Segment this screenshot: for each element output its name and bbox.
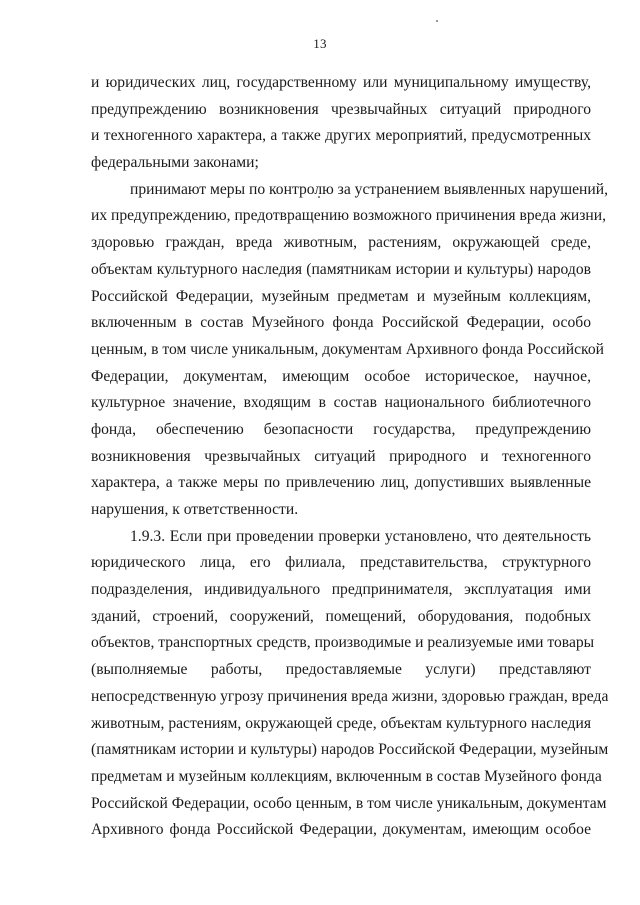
text-line: ценным, в том числе уникальным, документам Архивного фонда Российской <box>91 340 604 358</box>
text-line: их предупреждению, предотвращению возможного причинения вреда жизни, <box>91 207 606 225</box>
text-line: объектам культурного наследия (памятникам истории и культуры) народов <box>91 260 591 278</box>
text-line: (памятникам истории и культуры) народов Российской Федерации, музейным <box>91 741 609 759</box>
text-line: юридического лица, его филиала, представительства, структурного <box>91 554 591 572</box>
text-line: здоровью граждан, вреда животным, растениям, окружающей среде, <box>91 234 591 252</box>
text-line: федеральными законами; <box>91 154 259 172</box>
text-line: культурное значение, входящим в состав национального библиотечного <box>91 394 591 412</box>
text-line: предметам и музейным коллекциям, включенным в состав Музейного фонда <box>91 767 602 785</box>
text-line: Федерации, документам, имеющим особое историческое, научное, <box>91 367 591 385</box>
text-line: характера, а также меры по привлечению лиц, допустивших выявленные <box>91 474 591 492</box>
text-line: животным, растениям, окружающей среде, объектам культурного наследия <box>91 714 591 732</box>
text-line: подразделения, индивидуального предпринимателя, эксплуатация ими <box>91 581 591 599</box>
text-line: Российской Федерации, музейным предметам и музейным коллекциям, <box>91 287 591 305</box>
text-line: (выполняемые работы, предоставляемые услуги) представляют <box>91 661 591 679</box>
page-body <box>91 70 609 844</box>
text-line: предупреждению возникновения чрезвычайных ситуаций природного <box>91 100 591 118</box>
text-line: и техногенного характера, а также других мероприятий, предусмотренных <box>91 127 591 145</box>
text-line: Архивного фонда Российской Федерации, документам, имеющим особое <box>91 821 591 839</box>
scan-speck <box>436 20 438 22</box>
page-number: 13 <box>313 36 327 51</box>
text-line: зданий, строений, сооружений, помещений, оборудования, подобных <box>91 607 591 625</box>
text-line: нарушения, к ответственности. <box>91 501 299 518</box>
text-line: включенным в состав Музейного фонда Российской Федерации, особо <box>91 314 591 332</box>
text-line: возникновения чрезвычайных ситуаций природного и техногенного <box>91 447 591 465</box>
paragraph-first-line: принимают меры по контролю за устранением выявленных нарушений, <box>130 180 608 198</box>
paragraph-first-line: 1.9.3. Если при проведении проверки установлено, что деятельность <box>130 527 591 545</box>
text-line: объектов, транспортных средств, производимые и реализуемые ими товары <box>91 634 595 652</box>
text-line: и юридических лиц, государственному или муниципальному имуществу, <box>91 74 591 91</box>
text-line: непосредственную угрозу причинения вреда жизни, здоровью граждан, вреда <box>91 687 609 705</box>
text-line: Российской Федерации, особо ценным, в том числе уникальным, документам <box>91 794 607 812</box>
text-line: фонда, обеспечению безопасности государства, предупреждению <box>91 420 591 438</box>
